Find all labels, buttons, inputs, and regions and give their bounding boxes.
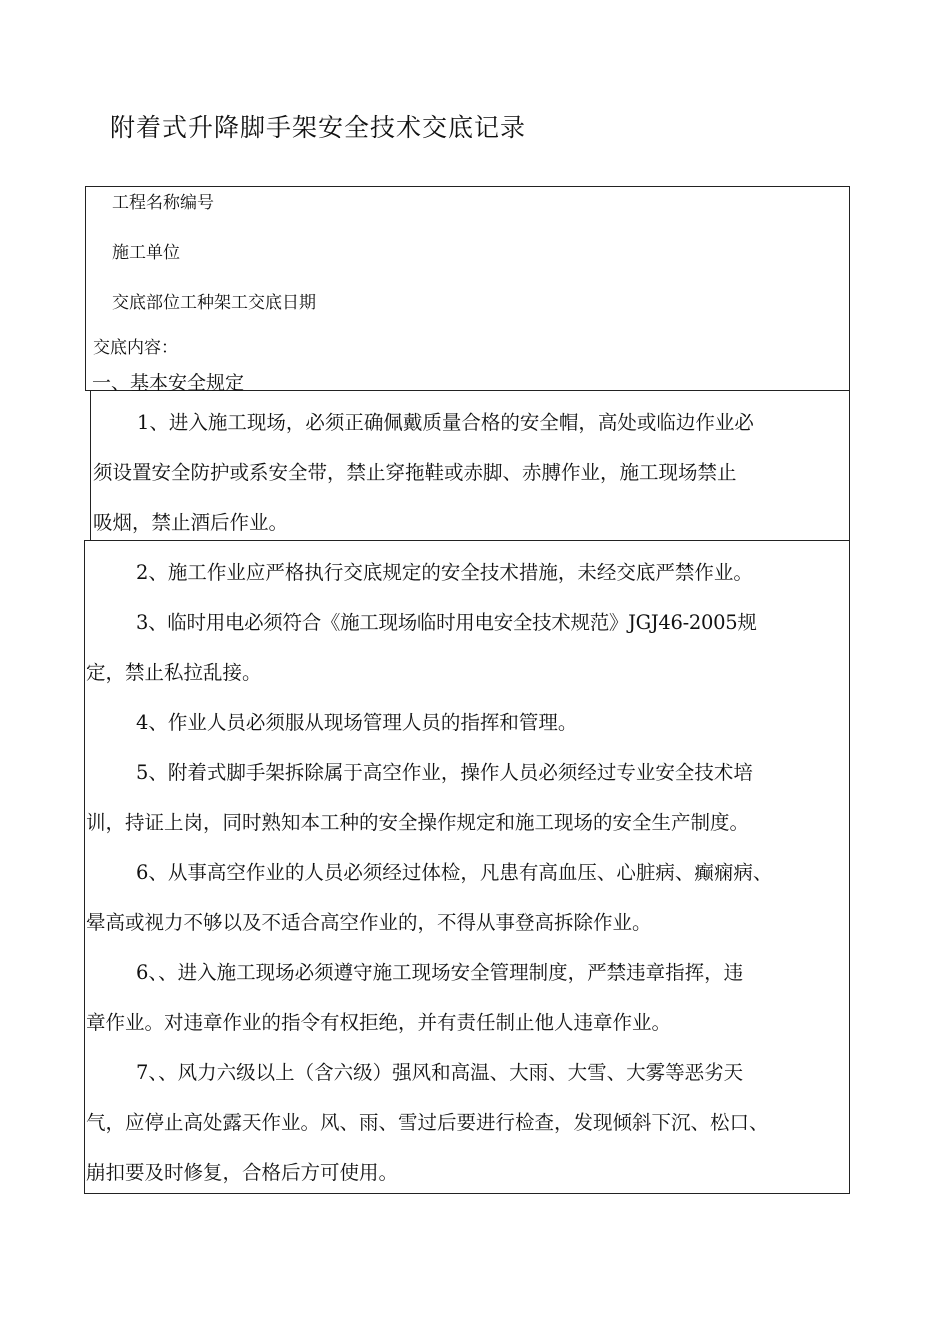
list-item — [86, 1048, 769, 1198]
item-line: 2、施工作业应严格执行交底规定的安全技术措施，未经交底严禁作业。 — [136, 561, 753, 584]
construction-unit-label: 施工单位 — [112, 243, 180, 263]
item-line: 5、附着式脚手架拆除属于高空作业，操作人员必须经过专业安全技术培 — [136, 761, 753, 784]
list-item — [86, 848, 772, 948]
list-item — [86, 548, 753, 598]
list-item — [86, 748, 753, 848]
item-line: 吸烟，禁止酒后作业。 — [93, 511, 289, 534]
list-item — [93, 398, 754, 548]
item-line: 气，应停止高处露天作业。风、雨、雪过后要进行检查，发现倾斜下沉、松口、 — [86, 1111, 769, 1134]
item-line: 崩扣要及时修复，合格后方可使用。 — [86, 1161, 399, 1184]
item-line: 定，禁止私拉乱接。 — [86, 661, 262, 684]
item-line: 6、、进入施工现场必须遵守施工现场安全管理制度，严禁违章指挥，违 — [136, 961, 744, 984]
item-line: 1、进入施工现场，必须正确佩戴质量合格的安全帽，高处或临边作业必 — [137, 411, 754, 434]
list-item — [86, 698, 577, 748]
content-label: 交底内容： — [93, 338, 178, 358]
item-line: 4、作业人员必须服从现场管理人员的指挥和管理。 — [136, 711, 578, 734]
list-item — [86, 598, 757, 698]
item-line: 晕高或视力不够以及不适合高空作业的，不得从事登高拆除作业。 — [86, 911, 652, 934]
list-item — [86, 948, 743, 1048]
item-line: 6、从事高空作业的人员必须经过体检，凡患有高血压、心脏病、癫痫病、 — [136, 861, 773, 884]
page-title: 附着式升降脚手架安全技术交底记录 — [110, 113, 527, 142]
item-line: 3、临时用电必须符合《施工现场临时用电安全技术规范》JGJ46-2005规 — [136, 611, 757, 634]
handover-info-label: 交底部位工种架工交底日期 — [112, 293, 316, 313]
item-line: 章作业。对违章作业的指令有权拒绝，并有责任制止他人违章作业。 — [86, 1011, 672, 1034]
item-line: 训，持证上岗，同时熟知本工种的安全操作规定和施工现场的安全生产制度。 — [86, 811, 750, 834]
section-heading: 一、基本安全规定 — [92, 372, 245, 394]
item-line: 须设置安全防护或系安全带，禁止穿拖鞋或赤脚、赤膊作业，施工现场禁止 — [93, 461, 737, 484]
project-name-label: 工程名称编号 — [112, 193, 214, 213]
item-line: 7、、风力六级以上（含六级）强风和高温、大雨、大雪、大雾等恶劣天 — [136, 1061, 744, 1084]
